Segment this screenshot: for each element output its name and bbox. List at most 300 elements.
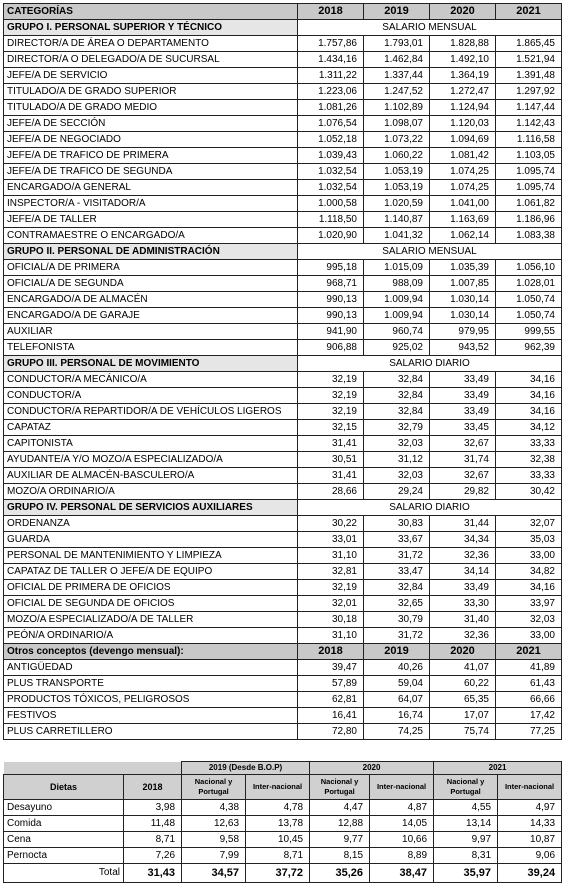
salary-value: 1.061,82 [496,196,562,212]
concept-value: 40,26 [364,660,430,676]
table-row [4,692,562,708]
category-label: GUARDA [4,532,298,548]
salary-value: 33,49 [430,388,496,404]
dietas-title: Dietas [4,775,124,800]
group-header-row [4,244,562,260]
salary-value: 1.041,00 [430,196,496,212]
dietas-value: 8,71 [124,832,182,848]
table-row [4,84,562,100]
dietas-label: Cena [4,832,124,848]
concept-value: 41,07 [430,660,496,676]
category-label: PEÓN/A ORDINARIO/A [4,628,298,644]
salary-value: 31,10 [298,628,364,644]
salary-value: 1.163,69 [430,212,496,228]
salary-value: 32,84 [364,404,430,420]
concept-value: 16,74 [364,708,430,724]
table-row [4,324,562,340]
salary-value: 1.757,86 [298,36,364,52]
category-label: CAPITONISTA [4,436,298,452]
otros-header-row [4,644,562,660]
year-header: 2020 [430,644,496,660]
category-label: JEFE/A DE NEGOCIADO [4,132,298,148]
table-row [4,628,562,644]
salary-value: 943,52 [430,340,496,356]
salary-value: 941,90 [298,324,364,340]
salary-value: 33,45 [430,420,496,436]
salary-value: 35,03 [496,532,562,548]
table-row [4,388,562,404]
salary-value: 32,03 [364,436,430,452]
salary-value: 1.009,94 [364,308,430,324]
concept-value: 61,43 [496,676,562,692]
dietas-value: 4,78 [246,800,310,816]
salary-value: 32,67 [430,436,496,452]
year-header: 2019 [364,644,430,660]
table-row [4,292,562,308]
salary-value: 1.032,54 [298,164,364,180]
salary-value: 30,51 [298,452,364,468]
salary-value: 1.103,05 [496,148,562,164]
category-label: CAPATAZ [4,420,298,436]
salary-value: 32,15 [298,420,364,436]
table-row [4,100,562,116]
salary-value: 1.124,94 [430,100,496,116]
group-title: GRUPO III. PERSONAL DE MOVIMIENTO [4,356,298,372]
salary-value: 1.247,52 [364,84,430,100]
salary-value: 995,18 [298,260,364,276]
category-label: CONDUCTOR/A MECÁNICO/A [4,372,298,388]
salary-value: 1.102,89 [364,100,430,116]
salary-value: 962,39 [496,340,562,356]
salary-value: 30,79 [364,612,430,628]
year-header: 2018 [298,4,364,20]
category-label: JEFE/A DE TRAFICO DE PRIMERA [4,148,298,164]
category-label: AYUDANTE/A Y/O MOZO/A ESPECIALIZADO/A [4,452,298,468]
salary-value: 33,49 [430,372,496,388]
table-row [4,580,562,596]
salary-value: 1.521,94 [496,52,562,68]
salary-value: 1.828,88 [430,36,496,52]
concept-label: PRODUCTOS TÓXICOS, PELIGROSOS [4,692,298,708]
category-label: MOZO/A ESPECIALIZADO/A DE TALLER [4,612,298,628]
dietas-group-2021: 2021 [434,762,562,775]
category-label: OFICIAL DE SEGUNDA DE OFICIOS [4,596,298,612]
concept-value: 77,25 [496,724,562,740]
salary-value: 33,49 [430,580,496,596]
salary-value: 1.147,44 [496,100,562,116]
salary-value: 1.028,01 [496,276,562,292]
category-label: JEFE/A DE SECCIÓN [4,116,298,132]
salary-value: 1.030,14 [430,308,496,324]
dietas-year-2018: 2018 [124,775,182,800]
concept-value: 62,81 [298,692,364,708]
salary-value: 31,44 [430,516,496,532]
dietas-table [3,761,562,883]
dietas-header-row [4,762,562,775]
dietas-value: 7,26 [124,848,182,864]
dietas-subheader-row [4,775,562,800]
salary-value: 32,01 [298,596,364,612]
table-row [4,372,562,388]
group-title: GRUPO IV. PERSONAL DE SERVICIOS AUXILIARES [4,500,298,516]
dietas-value: 11,48 [124,816,182,832]
dietas-total-value: 39,24 [498,864,562,883]
table-row [4,612,562,628]
concept-value: 17,07 [430,708,496,724]
group-unit: SALARIO MENSUAL [298,20,562,36]
dietas-value: 10,87 [498,832,562,848]
dietas-total-value: 31,43 [124,864,182,883]
salary-value: 32,84 [364,388,430,404]
dietas-sub-nacional: Nacional y Portugal [434,775,498,800]
salary-value: 34,12 [496,420,562,436]
year-header: 2019 [364,4,430,20]
salary-value: 1.391,48 [496,68,562,84]
dietas-value: 4,38 [182,800,246,816]
table-row [4,148,562,164]
salary-value: 32,65 [364,596,430,612]
category-label: TELEFONISTA [4,340,298,356]
salary-value: 1.311,22 [298,68,364,84]
table-row [4,532,562,548]
dietas-value: 12,63 [182,816,246,832]
salary-value: 1.062,14 [430,228,496,244]
concept-value: 16,41 [298,708,364,724]
concept-value: 41,89 [496,660,562,676]
concept-value: 17,42 [496,708,562,724]
salary-value: 1.098,07 [364,116,430,132]
dietas-sub-inter: Inter-nacional [370,775,434,800]
dietas-value: 10,45 [246,832,310,848]
salary-value: 34,82 [496,564,562,580]
category-label: AUXILIAR [4,324,298,340]
salary-value: 32,38 [496,452,562,468]
salary-value: 1.116,58 [496,132,562,148]
salary-value: 1.272,47 [430,84,496,100]
salary-value: 1.364,19 [430,68,496,84]
salary-value: 990,13 [298,308,364,324]
salary-value: 33,49 [430,404,496,420]
group-unit: SALARIO DIARIO [298,500,562,516]
dietas-value: 4,47 [310,800,370,816]
table-row [4,452,562,468]
salary-value: 30,22 [298,516,364,532]
salary-value: 31,72 [364,548,430,564]
category-label: JEFE/A DE SERVICIO [4,68,298,84]
table-row [4,68,562,84]
category-label: CONTRAMAESTRE O ENCARGADO/A [4,228,298,244]
concept-value: 60,22 [430,676,496,692]
salary-value: 32,36 [430,548,496,564]
table-row [4,436,562,452]
table-row [4,676,562,692]
salary-value: 1.000,58 [298,196,364,212]
table-row [4,484,562,500]
salary-value: 31,12 [364,452,430,468]
salary-value: 31,72 [364,628,430,644]
salary-value: 33,01 [298,532,364,548]
salary-value: 1.462,84 [364,52,430,68]
dietas-value: 4,87 [370,800,434,816]
category-label: CAPATAZ DE TALLER O JEFE/A DE EQUIPO [4,564,298,580]
salary-value: 32,03 [496,612,562,628]
dietas-value: 13,78 [246,816,310,832]
category-label: ENCARGADO/A DE GARAJE [4,308,298,324]
salary-value: 1.186,96 [496,212,562,228]
salary-value: 1.041,32 [364,228,430,244]
dietas-total-value: 35,97 [434,864,498,883]
concept-label: ANTIGÜEDAD [4,660,298,676]
dietas-value: 4,55 [434,800,498,816]
salary-value: 1.492,10 [430,52,496,68]
dietas-total-value: 35,26 [310,864,370,883]
table-row [4,52,562,68]
dietas-value: 14,05 [370,816,434,832]
dietas-row [4,848,562,864]
salary-value: 32,36 [430,628,496,644]
concept-value: 65,35 [430,692,496,708]
dietas-value: 8,15 [310,848,370,864]
salary-value: 32,19 [298,580,364,596]
dietas-value: 8,71 [246,848,310,864]
table-row [4,196,562,212]
salary-value: 1.865,45 [496,36,562,52]
category-label: ENCARGADO/A DE ALMACÉN [4,292,298,308]
salary-value: 34,34 [430,532,496,548]
category-label: MOZO/A ORDINARIO/A [4,484,298,500]
year-header: 2020 [430,4,496,20]
salary-value: 32,84 [364,372,430,388]
table-row [4,596,562,612]
salary-value: 1.007,85 [430,276,496,292]
dietas-sub-nacional: Nacional y Portugal [310,775,370,800]
salary-value: 1.434,16 [298,52,364,68]
salary-table-body [4,4,562,740]
table-row [4,404,562,420]
table-header-row [4,4,562,20]
salary-value: 1.056,10 [496,260,562,276]
salary-value: 34,16 [496,580,562,596]
salary-value: 988,09 [364,276,430,292]
salary-value: 31,74 [430,452,496,468]
salary-value: 979,95 [430,324,496,340]
dietas-label: Desayuno [4,800,124,816]
category-label: AUXILIAR DE ALMACÉN-BASCULERO/A [4,468,298,484]
salary-value: 1.074,25 [430,164,496,180]
group-header-row [4,356,562,372]
table-row [4,116,562,132]
salary-value: 33,00 [496,628,562,644]
table-row [4,708,562,724]
table-row [4,308,562,324]
salary-value: 1.120,03 [430,116,496,132]
salary-value: 906,88 [298,340,364,356]
salary-value: 1.081,26 [298,100,364,116]
salary-value: 1.030,14 [430,292,496,308]
salary-value: 999,55 [496,324,562,340]
salary-value: 1.050,74 [496,292,562,308]
table-row [4,132,562,148]
dietas-total-value: 38,47 [370,864,434,883]
salary-value: 1.142,43 [496,116,562,132]
dietas-row [4,800,562,816]
salary-value: 32,19 [298,388,364,404]
concept-label: PLUS TRANSPORTE [4,676,298,692]
dietas-total-row [4,864,562,883]
salary-value: 1.074,25 [430,180,496,196]
dietas-value: 10,66 [370,832,434,848]
salary-value: 34,16 [496,372,562,388]
dietas-group-2019: 2019 (Desde B.O.P) [182,762,310,775]
salary-value: 32,84 [364,580,430,596]
group-unit: SALARIO DIARIO [298,356,562,372]
salary-value: 1.083,38 [496,228,562,244]
salary-value: 32,19 [298,404,364,420]
salary-value: 1.052,18 [298,132,364,148]
dietas-label: Pernocta [4,848,124,864]
salary-value: 1.060,22 [364,148,430,164]
salary-value: 33,00 [496,548,562,564]
table-row [4,276,562,292]
salary-value: 1.118,50 [298,212,364,228]
dietas-total-value: 34,57 [182,864,246,883]
concept-value: 64,07 [364,692,430,708]
salary-value: 1.020,59 [364,196,430,212]
dietas-value: 14,33 [498,816,562,832]
salary-value: 1.223,06 [298,84,364,100]
salary-value: 31,10 [298,548,364,564]
category-label: ORDENANZA [4,516,298,532]
category-label: CONDUCTOR/A REPARTIDOR/A DE VEHÍCULOS LIGEROS [4,404,298,420]
salary-value: 1.081,42 [430,148,496,164]
concept-label: FESTIVOS [4,708,298,724]
salary-value: 34,16 [496,404,562,420]
salary-value: 1.073,22 [364,132,430,148]
concept-value: 72,80 [298,724,364,740]
category-label: OFICIAL/A DE PRIMERA [4,260,298,276]
table-row [4,164,562,180]
salary-value: 1.297,92 [496,84,562,100]
category-label: TITULADO/A DE GRADO MEDIO [4,100,298,116]
salary-value: 1.076,54 [298,116,364,132]
salary-value: 32,81 [298,564,364,580]
salary-value: 1.053,19 [364,164,430,180]
salary-value: 1.039,43 [298,148,364,164]
salary-value: 1.140,87 [364,212,430,228]
table-row [4,212,562,228]
dietas-value: 9,97 [434,832,498,848]
dietas-value: 12,88 [310,816,370,832]
salary-value: 32,03 [364,468,430,484]
table-row [4,420,562,436]
table-row [4,724,562,740]
table-row [4,660,562,676]
salary-value: 1.793,01 [364,36,430,52]
salary-value: 1.035,39 [430,260,496,276]
dietas-row [4,832,562,848]
group-header-row [4,20,562,36]
concept-value: 59,04 [364,676,430,692]
concept-value: 75,74 [430,724,496,740]
dietas-value: 9,06 [498,848,562,864]
salary-value: 1.050,74 [496,308,562,324]
category-label: JEFE/A DE TALLER [4,212,298,228]
salary-value: 33,47 [364,564,430,580]
salary-value: 30,83 [364,516,430,532]
group-title: GRUPO II. PERSONAL DE ADMINISTRACIÓN [4,244,298,260]
category-label: OFICIAL DE PRIMERA DE OFICIOS [4,580,298,596]
dietas-value: 8,31 [434,848,498,864]
salary-value: 33,30 [430,596,496,612]
salary-value: 1.094,69 [430,132,496,148]
table-row [4,36,562,52]
salary-value: 29,24 [364,484,430,500]
category-label: ENCARGADO/A GENERAL [4,180,298,196]
salary-value: 1.053,19 [364,180,430,196]
year-header: 2018 [298,644,364,660]
concept-value: 39,47 [298,660,364,676]
salary-table [3,3,562,740]
salary-value: 30,42 [496,484,562,500]
table-row [4,260,562,276]
table-row [4,468,562,484]
salary-value: 32,79 [364,420,430,436]
category-label: DIRECTOR/A O DELEGADO/A DE SUCURSAL [4,52,298,68]
salary-value: 960,74 [364,324,430,340]
salary-value: 34,16 [496,388,562,404]
salary-value: 925,02 [364,340,430,356]
otros-title: Otros conceptos (devengo mensual): [4,644,298,660]
salary-value: 32,67 [430,468,496,484]
salary-value: 33,33 [496,436,562,452]
year-header: 2021 [496,4,562,20]
salary-value: 33,67 [364,532,430,548]
group-title: GRUPO I. PERSONAL SUPERIOR Y TÉCNICO [4,20,298,36]
salary-value: 28,66 [298,484,364,500]
category-label: PERSONAL DE MANTENIMIENTO Y LIMPIEZA [4,548,298,564]
dietas-sub-nacional: Nacional y Portugal [182,775,246,800]
salary-value: 1.032,54 [298,180,364,196]
table-row [4,228,562,244]
salary-value: 32,07 [496,516,562,532]
categories-header: CATEGORÍAS [4,4,298,20]
salary-value: 1.337,44 [364,68,430,84]
concept-label: PLUS CARRETILLERO [4,724,298,740]
dietas-value: 3,98 [124,800,182,816]
dietas-value: 8,89 [370,848,434,864]
salary-value: 1.009,94 [364,292,430,308]
salary-value: 32,19 [298,372,364,388]
table-row [4,548,562,564]
salary-value: 31,41 [298,436,364,452]
group-header-row [4,500,562,516]
category-label: DIRECTOR/A DE ÁREA O DEPARTAMENTO [4,36,298,52]
year-header: 2021 [496,644,562,660]
dietas-value: 7,99 [182,848,246,864]
salary-value: 968,71 [298,276,364,292]
salary-value: 1.095,74 [496,164,562,180]
table-row [4,340,562,356]
dietas-value: 13,14 [434,816,498,832]
dietas-total-label: Total [4,864,124,883]
concept-value: 74,25 [364,724,430,740]
group-unit: SALARIO MENSUAL [298,244,562,260]
category-label: CONDUCTOR/A [4,388,298,404]
dietas-sub-inter: Inter-nacional [246,775,310,800]
category-label: TITULADO/A DE GRADO SUPERIOR [4,84,298,100]
salary-value: 30,18 [298,612,364,628]
table-row [4,564,562,580]
